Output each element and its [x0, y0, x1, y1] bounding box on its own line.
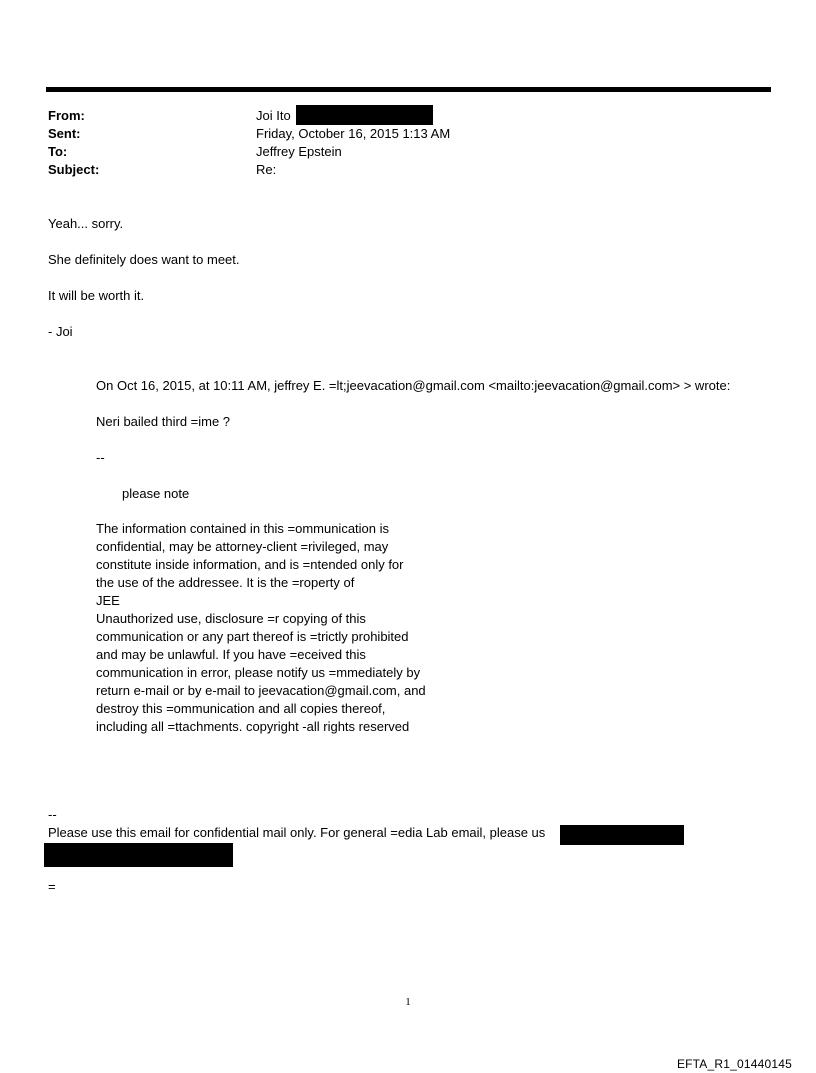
disclaimer-line: JEE: [96, 593, 120, 608]
disclaimer-line: including all =ttachments. copyright -all rights reserved: [96, 719, 410, 734]
body-signature: - Joi: [48, 324, 73, 339]
quoted-intro: On Oct 16, 2015, at 10:11 AM, jeffrey E. =lt;jeevacation@gmail.com <mailto:jeevacation@gmail.com> > wrote:: [96, 378, 731, 393]
subject-value: Re:: [256, 162, 277, 177]
body-line-1: Yeah... sorry.: [48, 216, 124, 231]
to-label: To:: [48, 144, 68, 159]
from-label: From:: [48, 108, 85, 123]
sent-label: Sent:: [48, 126, 81, 141]
redacted-email-box: [296, 105, 433, 125]
disclaimer-line: The information contained in this =ommunication is: [96, 521, 390, 536]
from-value: [256, 107, 433, 125]
body-line-3: It will be worth it.: [48, 288, 145, 303]
sent-value: Friday, October 16, 2015 1:13 AM: [256, 126, 451, 141]
disclaimer-line: and may be unlawful. If you have =eceived this: [96, 647, 366, 662]
disclaimer-line: confidential, may be attorney-client =rivileged, may: [96, 539, 389, 554]
from-name: Joi Ito: [256, 108, 291, 123]
to-value: Jeffrey Epstein: [256, 144, 342, 159]
footer-separator: --: [48, 807, 57, 822]
header-rule: [46, 87, 771, 92]
disclaimer-line: constitute inside information, and is =ntended only for: [96, 557, 404, 572]
page-number: 1: [405, 996, 411, 1008]
quoted-separator: --: [96, 450, 105, 465]
footer-equals: =: [48, 879, 56, 894]
redacted-email-box: [44, 843, 233, 867]
redacted-email-box: [560, 825, 684, 845]
disclaimer-line: communication or any part thereof is =trictly prohibited: [96, 629, 409, 644]
document-id: EFTA_R1_01440145: [676, 1057, 792, 1071]
disclaimer-line: the use of the addressee. It is the =roperty of: [96, 575, 355, 590]
disclaimer-line: Unauthorized use, disclosure =r copying of this: [96, 611, 366, 626]
body-line-2: She definitely does want to meet.: [48, 252, 240, 267]
disclaimer-line: communication in error, please notify us =mmediately by: [96, 665, 421, 680]
subject-label: Subject:: [48, 162, 100, 177]
quoted-message: Neri bailed third =ime ?: [96, 414, 231, 429]
confidentiality-disclaimer: [96, 520, 456, 736]
disclaimer-line: return e-mail or by e-mail to jeevacation@gmail.com, and: [96, 683, 426, 698]
footer-notice: Please use this email for confidential mail only. For general =edia Lab email, please us: [48, 825, 546, 840]
disclaimer-line: destroy this =ommunication and all copies thereof,: [96, 701, 386, 716]
quoted-note: please note: [122, 486, 190, 501]
